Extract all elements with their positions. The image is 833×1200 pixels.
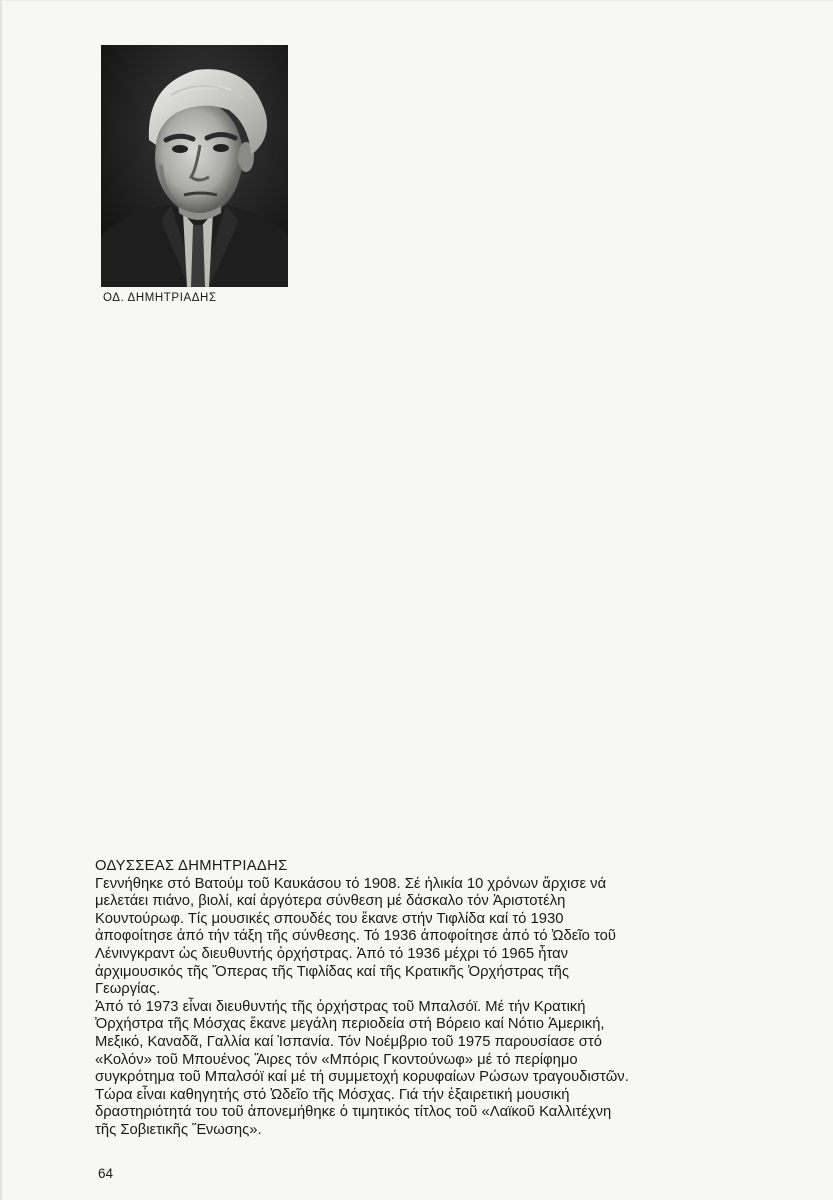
biography-line: Γεωργίας.: [95, 981, 161, 998]
page-number: 64: [98, 1166, 114, 1181]
biography-line: μελετάει πιάνο, βιολί, καί ἀργότερα σύνθεση μέ δάσκαλο τόν Ἀριστοτέλη: [95, 893, 566, 910]
biography-line: ἀρχιμουσικός τῆς Ὄπερας τῆς Τιφλίδας καί τῆς Κρατικῆς Ὀρχήστρας τῆς: [95, 963, 569, 980]
biography-title: ΟΔΥΣΣΕΑΣ ΔΗΜΗΤΡΙΑΔΗΣ: [95, 858, 288, 874]
biography-line: ἀποφοίτησε ἀπό τήν τάξη τῆς σύνθεσης. Τό 1936 ἀποφοίτησε ἀπό τό Ὠδεῖο τοῦ: [95, 928, 616, 945]
portrait-photo: [101, 45, 288, 287]
biography-line: Μεξικό, Καναδᾶ, Γαλλία καί Ἰσπανία. Τόν Νοέμβριο τοῦ 1975 παρουσίασε στό: [95, 1033, 602, 1050]
photo-caption: ΟΔ. ΔΗΜΗΤΡΙΑΔΗΣ: [103, 292, 217, 304]
biography-line: Τώρα εἶναι καθηγητής στό Ὠδεῖο τῆς Μόσχας. Γιά τήν ἐξαιρετική μουσική: [95, 1086, 570, 1103]
biography-line: Ὀρχήστρα τῆς Μόσχας ἔκανε μεγάλη περιοδεία στή Βόρειο καί Νότιο Ἀμερική,: [95, 1016, 605, 1033]
biography-line: δραστηριότητά του τοῦ ἀπονεμήθηκε ὁ τιμητικός τίτλος τοῦ «Λαϊκοῦ Καλλιτέχνη: [95, 1104, 612, 1121]
biography: [95, 858, 775, 1140]
biography-line: «Κολόν» τοῦ Μπουένος Ἄιρες τόν «Μπόρις Γκοντούνωφ» μέ τό περίφημο: [95, 1051, 578, 1068]
biography-line: Ἀπό τό 1973 εἶναι διευθυντής τῆς ὀρχήστρας τοῦ Μπαλσόϊ. Μέ τήν Κρατική: [95, 998, 586, 1015]
biography-line: Γεννήθηκε στό Βατούμ τοῦ Καυκάσου τό 1908. Σέ ἡλικία 10 χρόνων ἄρχισε νά: [95, 875, 607, 892]
biography-line: Λένινγκραντ ὡς διευθυντής ὀρχήστρας. Ἀπό τό 1936 μέχρι τό 1965 ἦταν: [95, 945, 569, 962]
biography-line: Κουντούρωφ. Τίς μουσικές σπουδές του ἔκανε στήν Τιφλίδα καί τό 1930: [95, 910, 564, 927]
portrait-illustration: [101, 45, 288, 287]
biography-line: συγκρότημα τοῦ Μπαλσόϊ καί μέ τή συμμετοχή κορυφαίων Ρώσων τραγουδιστῶν.: [95, 1069, 629, 1086]
biography-line: τῆς Σοβιετικῆς Ἕνωσης».: [95, 1121, 262, 1138]
